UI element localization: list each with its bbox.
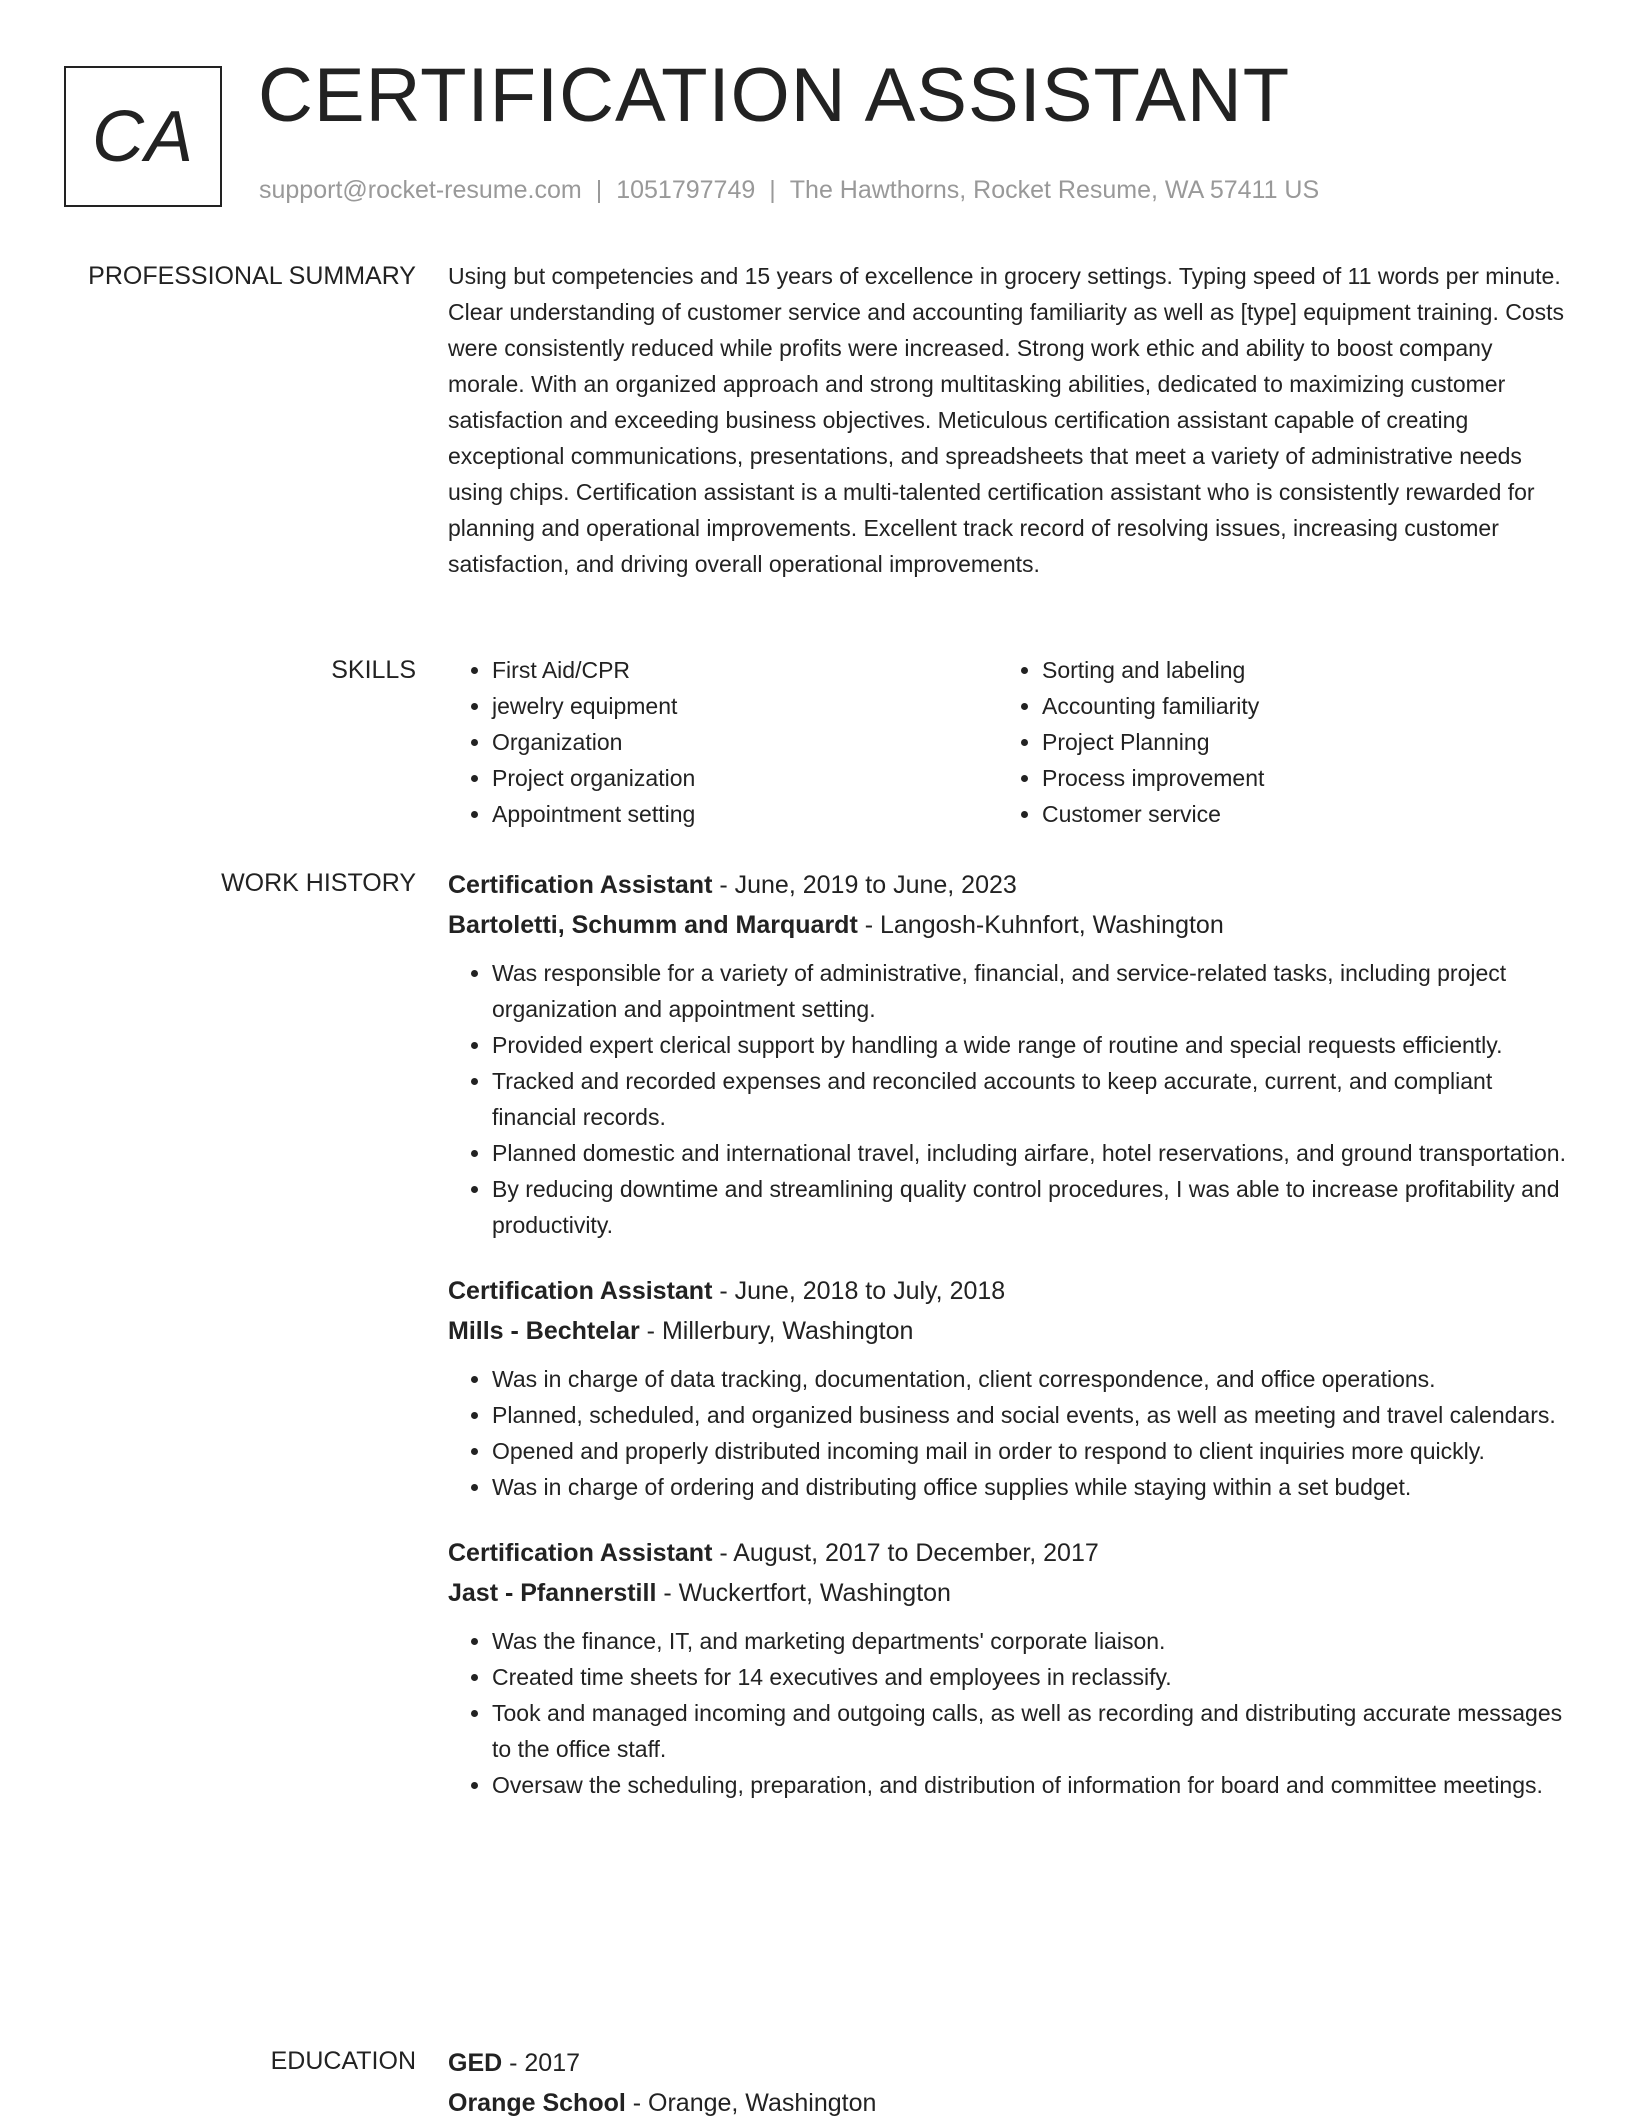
education-body xyxy=(448,2043,1572,2123)
job-bullets xyxy=(448,955,1572,1243)
skill-item: • jewelry equipment xyxy=(492,688,998,724)
job-dates: - August, 2017 to December, 2017 xyxy=(712,1539,1099,1567)
job-title-line xyxy=(448,1533,1572,1573)
job-entry xyxy=(448,865,1572,1243)
education-year: - 2017 xyxy=(502,2049,581,2077)
job-title-line xyxy=(448,865,1572,905)
job-bullets xyxy=(448,1623,1572,1803)
summary-body xyxy=(448,258,1572,582)
job-title: Certification Assistant xyxy=(448,1539,713,1567)
job-bullet: • Planned, scheduled, and organized business and social events, as well as meeting and travel calendars. xyxy=(492,1397,1572,1433)
job-dates: - June, 2019 to June, 2023 xyxy=(712,871,1017,899)
contact-address: The Hawthorns, Rocket Resume, WA 57411 US xyxy=(789,176,1320,204)
job-bullet: • Created time sheets for 14 executives and employees in reclassify. xyxy=(492,1659,1572,1695)
skills-list xyxy=(448,652,1572,832)
job-company-line xyxy=(448,1311,1572,1351)
job-dates: - June, 2018 to July, 2018 xyxy=(712,1277,1006,1305)
education-degree-line xyxy=(448,2043,1572,2083)
job-title-line xyxy=(448,1271,1572,1311)
section-label-work: WORK HISTORY xyxy=(221,869,416,897)
contact-separator: | xyxy=(769,176,776,204)
contact-line xyxy=(259,176,1319,205)
skill-item: • Accounting familiarity xyxy=(1042,688,1548,724)
contact-phone: 1051797749 xyxy=(616,176,756,204)
job-bullet: • Provided expert clerical support by handling a wide range of routine and special requests efficiently. xyxy=(492,1027,1572,1063)
section-label-skills: SKILLS xyxy=(331,656,416,684)
education-degree: GED xyxy=(448,2049,503,2077)
monogram-text: CA xyxy=(91,96,195,177)
skills-column-right xyxy=(998,652,1548,832)
education-school-line xyxy=(448,2083,1572,2123)
job-bullet: • Was in charge of ordering and distributing office supplies while staying within a set budget. xyxy=(492,1469,1572,1505)
skill-item: • First Aid/CPR xyxy=(492,652,998,688)
summary-text: Using but competencies and 15 years of excellence in grocery settings. Typing speed of 11 words per minute. Clear understanding of customer service and accounting familiarity as well as [type] equipment training. Costs were consistently reduced while profits were increased. Strong work ethic and ability to boost company morale. With an organized approach and strong multitasking abilities, dedicated to maximizing customer satisfaction and exceeding business objectives. Meticulous certification assistant capable of creating exceptional communications, presentations, and spreadsheets that meet a variety of administrative needs using chips. Certification assistant is a multi-talented certification assistant who is consistently rewarded for planning and operational improvements. Excellent track record of resolving issues, increasing customer satisfaction, and driving overall operational improvements. xyxy=(448,263,1565,577)
job-company: Jast - Pfannerstill xyxy=(448,1579,657,1607)
job-company: Mills - Bechtelar xyxy=(448,1317,640,1345)
monogram-badge xyxy=(64,66,222,207)
job-bullets xyxy=(448,1361,1572,1505)
job-bullet: • Was responsible for a variety of administrative, financial, and service-related tasks, including project organization and appointment setting. xyxy=(492,955,1572,1027)
job-bullet: • Oversaw the scheduling, preparation, and distribution of information for board and committee meetings. xyxy=(492,1767,1572,1803)
job-company-line xyxy=(448,905,1572,945)
job-entry xyxy=(448,1533,1572,1803)
education-location: - Orange, Washington xyxy=(625,2089,877,2117)
job-bullet: • Took and managed incoming and outgoing calls, as well as recording and distributing accurate messages to the office staff. xyxy=(492,1695,1572,1767)
skill-item: • Organization xyxy=(492,724,998,760)
job-title: Certification Assistant xyxy=(448,871,713,899)
job-bullet: • Tracked and recorded expenses and reconciled accounts to keep accurate, current, and compliant financial records. xyxy=(492,1063,1572,1135)
skill-item: • Appointment setting xyxy=(492,796,998,832)
job-bullet: • By reducing downtime and streamlining quality control procedures, I was able to increase profitability and productivity. xyxy=(492,1171,1572,1243)
job-entry xyxy=(448,1271,1572,1505)
skill-item: • Process improvement xyxy=(1042,760,1548,796)
skill-item: • Customer service xyxy=(1042,796,1548,832)
contact-separator: | xyxy=(595,176,603,204)
education-school: Orange School xyxy=(448,2089,626,2117)
section-label-summary: PROFESSIONAL SUMMARY xyxy=(88,262,416,290)
job-bullet: • Opened and properly distributed incoming mail in order to respond to client inquiries more quickly. xyxy=(492,1433,1572,1469)
job-location: - Wuckertfort, Washington xyxy=(656,1579,951,1607)
job-company-line xyxy=(448,1573,1572,1613)
work-history-body xyxy=(448,865,1572,1831)
contact-email: support@rocket-resume.com xyxy=(259,176,582,204)
skill-item: • Project Planning xyxy=(1042,724,1548,760)
job-location: - Millerbury, Washington xyxy=(639,1317,914,1345)
skill-item: • Sorting and labeling xyxy=(1042,652,1548,688)
section-label-education: EDUCATION xyxy=(270,2047,416,2075)
skill-item: • Project organization xyxy=(492,760,998,796)
page-title: CERTIFICATION ASSISTANT xyxy=(258,53,1291,138)
skills-column-left xyxy=(448,652,998,832)
job-bullet: • Planned domestic and international travel, including airfare, hotel reservations, and ground transportation. xyxy=(492,1135,1572,1171)
job-location: - Langosh-Kuhnfort, Washington xyxy=(857,911,1224,939)
job-title: Certification Assistant xyxy=(448,1277,713,1305)
job-bullet: • Was in charge of data tracking, documentation, client correspondence, and office operations. xyxy=(492,1361,1572,1397)
job-bullet: • Was the finance, IT, and marketing departments' corporate liaison. xyxy=(492,1623,1572,1659)
job-company: Bartoletti, Schumm and Marquardt xyxy=(448,911,858,939)
